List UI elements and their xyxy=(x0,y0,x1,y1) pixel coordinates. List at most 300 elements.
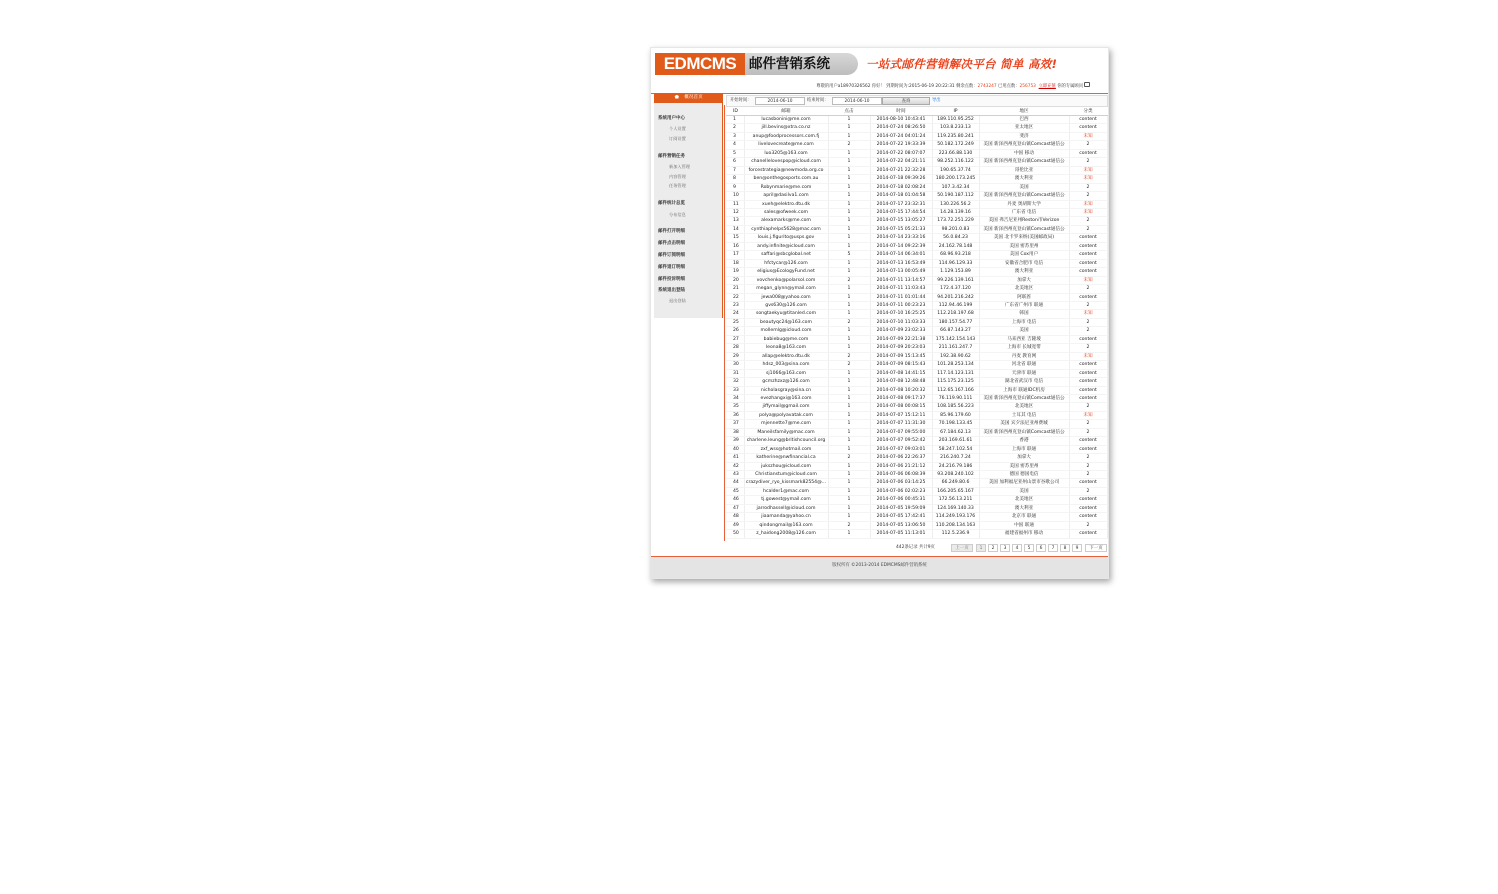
user-info-bar xyxy=(651,81,1108,93)
row-time: 2014-07-08 12:48:48 xyxy=(870,378,932,386)
row-time: 2014-07-09 22:21:38 xyxy=(870,335,932,343)
row-time: 2014-07-10 16:25:25 xyxy=(870,310,932,318)
end-label: 结束时间： xyxy=(807,98,829,103)
page-9-button[interactable]: 9 xyxy=(1072,544,1082,552)
row-category: 未知 xyxy=(1069,208,1107,216)
row-clicks: 1 xyxy=(828,149,870,157)
footer xyxy=(651,557,1108,578)
row-category: content xyxy=(1069,259,1107,267)
sidebar-group-6[interactable]: 邮件退订明细 xyxy=(658,265,685,270)
sidebar-group-2[interactable]: 邮件统计总览 xyxy=(658,201,685,206)
row-category: content xyxy=(1069,116,1107,124)
row-id: 35 xyxy=(726,403,744,411)
row-ip: 24.162.78.148 xyxy=(932,242,979,250)
row-id: 12 xyxy=(726,208,744,216)
points-left: 2743247 xyxy=(977,84,997,89)
table-row xyxy=(726,310,1107,318)
row-ip: 114.96.129.33 xyxy=(932,259,979,267)
row-ip: 124.169.140.33 xyxy=(932,504,979,512)
row-ip: 107.3.42.34 xyxy=(932,183,979,191)
sidebar-home-label: 概况首页 xyxy=(684,95,703,100)
row-id: 25 xyxy=(726,318,744,326)
row-region: 美国 xyxy=(979,487,1069,495)
row-time: 2014-07-15 13:05:27 xyxy=(870,217,932,225)
row-time: 2014-07-18 02:08:24 xyxy=(870,183,932,191)
sidebar-group-3[interactable]: 邮件打开明细 xyxy=(658,229,685,234)
page-3-button[interactable]: 3 xyxy=(1000,544,1010,552)
table-row xyxy=(726,496,1107,504)
table-row xyxy=(726,369,1107,377)
row-email: andy.infinite@icloud.com xyxy=(744,242,828,250)
row-email: qindongmail@163.com xyxy=(744,521,828,529)
table-row xyxy=(726,530,1107,538)
slogan: 一站式邮件营销解决平台 简单 高效! xyxy=(866,57,1058,71)
row-time: 2014-08-10 10:43:41 xyxy=(870,116,932,124)
row-region: 中国 移动 xyxy=(979,149,1069,157)
row-email: gcmzhzxz@126.com xyxy=(744,378,828,386)
row-category: content xyxy=(1069,124,1107,132)
row-email: megan_glynn@ymail.com xyxy=(744,285,828,293)
row-category: 2 xyxy=(1069,141,1107,149)
row-time: 2014-07-17 23:32:31 xyxy=(870,200,932,208)
row-category: 2 xyxy=(1069,344,1107,352)
column-header: 分类 xyxy=(1069,108,1107,116)
page-8-button[interactable]: 8 xyxy=(1060,544,1070,552)
row-email: babiebug@me.com xyxy=(744,335,828,343)
sidebar-item[interactable]: 订阅设置 xyxy=(669,136,686,141)
row-category: 2 xyxy=(1069,301,1107,309)
data-table xyxy=(726,108,1108,539)
row-clicks: 1 xyxy=(828,175,870,183)
row-region: 丹麦 教育网 xyxy=(979,352,1069,360)
row-category: content xyxy=(1069,335,1107,343)
row-email: livelovecreate@me.com xyxy=(744,141,828,149)
row-ip: 189.110.95.252 xyxy=(932,116,979,124)
page-4-button[interactable]: 4 xyxy=(1012,544,1022,552)
row-ip: 112.218.197.68 xyxy=(932,310,979,318)
row-category: 未知 xyxy=(1069,132,1107,140)
row-category: content xyxy=(1069,479,1107,487)
start-label: 开始时间： xyxy=(730,98,752,103)
row-region: 河北省 联通 xyxy=(979,361,1069,369)
row-time: 2014-07-06 22:26:37 xyxy=(870,454,932,462)
row-ip: 24.216.79.186 xyxy=(932,462,979,470)
row-clicks: 1 xyxy=(828,285,870,293)
row-region: 亚太地区 xyxy=(979,124,1069,132)
query-button[interactable]: 查询 xyxy=(882,97,930,105)
table-row xyxy=(726,386,1107,394)
sidebar-item[interactable]: 任务管理 xyxy=(669,183,686,188)
row-ip: 101.28.253.134 xyxy=(932,361,979,369)
row-ip: 192.38.90.62 xyxy=(932,352,979,360)
row-region: 北美地区 xyxy=(979,285,1069,293)
row-clicks: 1 xyxy=(828,428,870,436)
row-category: content xyxy=(1069,378,1107,386)
row-region: 上海市 联通 xyxy=(979,445,1069,453)
row-ip: 66.249.80.6 xyxy=(932,479,979,487)
row-region: 美国 北卡罗来纳(美国邮政局) xyxy=(979,234,1069,242)
row-time: 2014-07-08 14:41:15 xyxy=(870,369,932,377)
page-1-button[interactable]: 1 xyxy=(976,544,986,552)
row-time: 2014-07-06 00:45:31 xyxy=(870,496,932,504)
row-clicks: 1 xyxy=(828,301,870,309)
table-row xyxy=(726,268,1107,276)
row-region: 澳大利亚 xyxy=(979,175,1069,183)
row-email: evezhangxi@163.com xyxy=(744,394,828,402)
table-row xyxy=(726,276,1107,284)
row-time: 2014-07-24 04:01:24 xyxy=(870,132,932,140)
service-label: 你的专属顾问 xyxy=(1055,84,1083,89)
row-clicks: 1 xyxy=(828,462,870,470)
row-email: z_haidong2008@126.com xyxy=(744,530,828,538)
row-category: content xyxy=(1069,504,1107,512)
row-category: 2 xyxy=(1069,217,1107,225)
sidebar-group-4[interactable]: 邮件点击明细 xyxy=(658,241,685,246)
row-category: 2 xyxy=(1069,285,1107,293)
row-ip: 223.66.88.130 xyxy=(932,149,979,157)
row-time: 2014-07-06 02:02:23 xyxy=(870,487,932,495)
row-email: nicholasgray@sina.cn xyxy=(744,386,828,394)
row-category: 2 xyxy=(1069,454,1107,462)
row-ip: 50.182.172.249 xyxy=(932,141,979,149)
table-row xyxy=(726,166,1107,174)
next-page-button[interactable]: 下一页 xyxy=(1085,544,1107,552)
row-id: 27 xyxy=(726,335,744,343)
row-region: 美国 新泽西州克登山镇Comcast通信公 xyxy=(979,158,1069,166)
row-id: 7 xyxy=(726,166,744,174)
row-time: 2014-07-07 09:55:00 xyxy=(870,428,932,436)
row-id: 14 xyxy=(726,225,744,233)
row-email: anup@foodprocessors.com.fj xyxy=(744,132,828,140)
row-region: 美国 新泽西州克登山镇Comcast通信公 xyxy=(979,394,1069,402)
row-time: 2014-07-08 09:17:37 xyxy=(870,394,932,402)
logo-mark: EDMCMS xyxy=(655,53,745,75)
row-email: songtaekyu@titanled.com xyxy=(744,310,828,318)
page-5-button[interactable]: 5 xyxy=(1024,544,1034,552)
row-id: 37 xyxy=(726,420,744,428)
column-header: ID xyxy=(726,108,744,116)
sidebar-group-0[interactable]: 系统用户中心 xyxy=(658,116,685,121)
column-header: IP xyxy=(932,108,979,116)
row-region: 天津市 联通 xyxy=(979,369,1069,377)
row-ip: 173.72.251.229 xyxy=(932,217,979,225)
row-ip: 98.201.0.83 xyxy=(932,225,979,233)
table-row xyxy=(726,479,1107,487)
table-row xyxy=(726,183,1107,191)
row-region: 安徽省合肥市 电信 xyxy=(979,259,1069,267)
row-region: 上海市 长城宽带 xyxy=(979,344,1069,352)
upgrade-link[interactable]: 立即充值 xyxy=(1038,84,1056,89)
table-row xyxy=(726,403,1107,411)
row-ip: 110.208.134.163 xyxy=(932,521,979,529)
logo xyxy=(655,53,858,75)
row-category: content xyxy=(1069,234,1107,242)
row-category: 未知 xyxy=(1069,411,1107,419)
row-email: jiaamanda@yahoo.cn xyxy=(744,513,828,521)
row-clicks: 1 xyxy=(828,420,870,428)
row-region: 美国 弗吉尼亚州Reston市Verizon xyxy=(979,217,1069,225)
row-ip: 98.252.116.122 xyxy=(932,158,979,166)
row-region: 香港 xyxy=(979,437,1069,445)
row-region: 美国 新泽西州克登山镇Comcast通信公 xyxy=(979,141,1069,149)
row-email: jiffymail@gmail.com xyxy=(744,403,828,411)
row-id: 45 xyxy=(726,487,744,495)
sidebar-item[interactable]: 退出登陆 xyxy=(669,298,686,303)
row-ip: 14.28.139.16 xyxy=(932,208,979,216)
row-time: 2014-07-14 09:22:39 xyxy=(870,242,932,250)
row-clicks: 2 xyxy=(828,521,870,529)
pagination xyxy=(726,544,1107,552)
row-time: 2014-07-22 19:33:39 xyxy=(870,141,932,149)
row-region: 广东省广州市 联通 xyxy=(979,301,1069,309)
row-id: 11 xyxy=(726,200,744,208)
row-email: Maneilsfamily@mac.com xyxy=(744,428,828,436)
row-email: ben@onthegosports.com.au xyxy=(744,175,828,183)
row-category: 2 xyxy=(1069,462,1107,470)
row-id: 21 xyxy=(726,285,744,293)
sidebar-home[interactable] xyxy=(654,93,723,103)
row-category: content xyxy=(1069,496,1107,504)
sidebar-item[interactable]: 新加入管理 xyxy=(669,164,690,169)
table-row xyxy=(726,116,1107,124)
sidebar-item[interactable]: 分布信息 xyxy=(669,212,686,217)
row-clicks: 1 xyxy=(828,183,870,191)
row-time: 2014-07-06 03:14:25 xyxy=(870,479,932,487)
row-region: 加拿大 xyxy=(979,454,1069,462)
row-id: 38 xyxy=(726,428,744,436)
app-window xyxy=(650,47,1109,579)
filter-bar xyxy=(726,95,1108,107)
table-row xyxy=(726,428,1107,436)
row-clicks: 1 xyxy=(828,225,870,233)
row-email: mollemlg@icloud.com xyxy=(744,327,828,335)
row-category: content xyxy=(1069,386,1107,394)
row-email: leona8@163.com xyxy=(744,344,828,352)
row-clicks: 2 xyxy=(828,276,870,284)
row-id: 1 xyxy=(726,116,744,124)
table-row xyxy=(726,158,1107,166)
chat-icon[interactable] xyxy=(1084,82,1090,87)
row-time: 2014-07-09 08:15:43 xyxy=(870,361,932,369)
prev-page-button[interactable]: 上一页 xyxy=(951,544,973,552)
row-category: content xyxy=(1069,251,1107,259)
row-email: eligius@EcologyFund.net xyxy=(744,268,828,276)
row-id: 31 xyxy=(726,369,744,377)
sidebar-group-7[interactable]: 邮件投诉明细 xyxy=(658,277,685,282)
sidebar-group-8[interactable]: 系统退出登陆 xyxy=(658,288,685,293)
row-email: forcestrategia@newmoda.org.co xyxy=(744,166,828,174)
page-2-button[interactable]: 2 xyxy=(988,544,998,552)
row-id: 33 xyxy=(726,386,744,394)
row-region: 北美地区 xyxy=(979,403,1069,411)
row-time: 2014-07-14 23:33:16 xyxy=(870,234,932,242)
row-id: 40 xyxy=(726,445,744,453)
row-region: 德国 德国电信 xyxy=(979,471,1069,479)
row-clicks: 1 xyxy=(828,479,870,487)
points-used: 256753 xyxy=(1019,84,1036,89)
sidebar-item[interactable]: 内容管理 xyxy=(669,174,686,179)
row-time: 2014-07-24 08:26:50 xyxy=(870,124,932,132)
row-time: 2014-07-18 09:39:26 xyxy=(870,175,932,183)
row-time: 2014-07-09 15:13:45 xyxy=(870,352,932,360)
row-email: chanellelovespop@icloud.com xyxy=(744,158,828,166)
table-row xyxy=(726,513,1107,521)
header xyxy=(651,48,1108,81)
row-region: 北京市 联通 xyxy=(979,513,1069,521)
row-ip: 94.201.216.242 xyxy=(932,293,979,301)
row-ip: 112.94.46.199 xyxy=(932,301,979,309)
row-clicks: 1 xyxy=(828,437,870,445)
row-ip: 172.4.37.120 xyxy=(932,285,979,293)
table-row xyxy=(726,327,1107,335)
row-category: content xyxy=(1069,437,1107,445)
row-id: 13 xyxy=(726,217,744,225)
table-row xyxy=(726,208,1107,216)
row-time: 2014-07-11 11:03:43 xyxy=(870,285,932,293)
row-category: 2 xyxy=(1069,183,1107,191)
row-time: 2014-07-07 09:03:01 xyxy=(870,445,932,453)
row-category: content xyxy=(1069,530,1107,538)
row-ip: 180.157.54.77 xyxy=(932,318,979,326)
row-email: lucasbonini@me.com xyxy=(744,116,828,124)
row-clicks: 1 xyxy=(828,530,870,538)
row-region: 丹麦 奥胡斯大学 xyxy=(979,200,1069,208)
row-region: 加拿大 xyxy=(979,276,1069,284)
table-row xyxy=(726,344,1107,352)
table-row xyxy=(726,471,1107,479)
row-region: 斐济 xyxy=(979,132,1069,140)
row-time: 2014-07-13 16:53:49 xyxy=(870,259,932,267)
row-time: 2014-07-11 00:23:23 xyxy=(870,301,932,309)
column-header: 时间 xyxy=(870,108,932,116)
row-time: 2014-07-21 22:32:28 xyxy=(870,166,932,174)
row-time: 2014-07-05 19:59:09 xyxy=(870,504,932,512)
row-category: 未知 xyxy=(1069,175,1107,183)
row-ip: 190.65.37.74 xyxy=(932,166,979,174)
row-category: 2 xyxy=(1069,471,1107,479)
row-clicks: 1 xyxy=(828,268,870,276)
row-region: 美国 xyxy=(979,327,1069,335)
table-row xyxy=(726,301,1107,309)
sidebar-item[interactable]: 个人设置 xyxy=(669,126,686,131)
row-ip: 115.175.23.125 xyxy=(932,378,979,386)
row-id: 3 xyxy=(726,132,744,140)
row-email: allap@elektro.dtu.dk xyxy=(744,352,828,360)
table-row xyxy=(726,217,1107,225)
row-clicks: 1 xyxy=(828,116,870,124)
row-id: 43 xyxy=(726,471,744,479)
row-email: crazydiver_ryo_kissmark82554@... xyxy=(745,480,827,486)
row-ip: 175.142.154.143 xyxy=(932,335,979,343)
page-7-button[interactable]: 7 xyxy=(1048,544,1058,552)
row-ip: 211.161.247.7 xyxy=(932,344,979,352)
row-email: louis.j.figurito@usps.gov xyxy=(744,234,828,242)
row-ip: 180.200.173.245 xyxy=(932,175,979,183)
table-row xyxy=(726,259,1107,267)
row-category: 2 xyxy=(1069,487,1107,495)
row-ip: 108.185.56.223 xyxy=(932,403,979,411)
row-clicks: 1 xyxy=(828,504,870,512)
row-clicks: 2 xyxy=(828,352,870,360)
row-clicks: 1 xyxy=(828,411,870,419)
row-category: content xyxy=(1069,293,1107,301)
row-id: 50 xyxy=(726,530,744,538)
start-date-input[interactable]: 2014-06-10 xyxy=(755,97,805,105)
row-category: 2 xyxy=(1069,403,1107,411)
table-row xyxy=(726,234,1107,242)
export-link[interactable]: 导出 xyxy=(932,98,941,103)
logo-text: 邮件营销系统 xyxy=(749,56,830,72)
row-id: 19 xyxy=(726,268,744,276)
row-category: content xyxy=(1069,242,1107,250)
row-email: beautyqc24@163.com xyxy=(744,318,828,326)
row-category: 2 xyxy=(1069,318,1107,326)
row-id: 30 xyxy=(726,361,744,369)
row-clicks: 1 xyxy=(828,234,870,242)
table-row xyxy=(726,318,1107,326)
row-region: 广东省 电信 xyxy=(979,208,1069,216)
row-clicks: 1 xyxy=(828,386,870,394)
row-email: zxf_wss@hotmail.com xyxy=(744,445,828,453)
row-email: sales@ofweek.com xyxy=(744,208,828,216)
table-row xyxy=(726,521,1107,529)
row-region: 韩国 xyxy=(979,310,1069,318)
end-date-input[interactable]: 2014-06-10 xyxy=(832,97,882,105)
row-time: 2014-07-05 17:42:41 xyxy=(870,513,932,521)
row-region: 土耳其 电信 xyxy=(979,411,1069,419)
row-clicks: 1 xyxy=(828,242,870,250)
row-region: 美国 xyxy=(979,183,1069,191)
row-time: 2014-07-06 06:08:39 xyxy=(870,471,932,479)
row-email: sj1066@163.com xyxy=(744,369,828,377)
row-time: 2014-07-10 11:03:33 xyxy=(870,318,932,326)
row-category: 2 xyxy=(1069,327,1107,335)
row-email: jill.bevins@xtra.co.nz xyxy=(744,124,828,132)
row-ip: 103.8.233.13 xyxy=(932,124,979,132)
row-time: 2014-07-09 23:02:33 xyxy=(870,327,932,335)
row-time: 2014-07-07 09:52:42 xyxy=(870,437,932,445)
row-clicks: 1 xyxy=(828,192,870,200)
row-id: 49 xyxy=(726,521,744,529)
sidebar-group-5[interactable]: 邮件订阅明细 xyxy=(658,253,685,258)
row-ip: 70.198.133.45 xyxy=(932,420,979,428)
row-clicks: 1 xyxy=(828,259,870,267)
row-id: 41 xyxy=(726,454,744,462)
row-ip: 1.129.153.89 xyxy=(932,268,979,276)
row-time: 2014-07-22 04:21:11 xyxy=(870,158,932,166)
row-id: 24 xyxy=(726,310,744,318)
row-clicks: 1 xyxy=(828,471,870,479)
row-region: 福建省福州市 移动 xyxy=(979,530,1069,538)
row-id: 26 xyxy=(726,327,744,335)
table-row xyxy=(726,124,1107,132)
sidebar-group-1[interactable]: 邮件营销任务 xyxy=(658,154,685,159)
row-email: cynthiaphelps5628@mac.com xyxy=(744,225,828,233)
row-category: content xyxy=(1069,361,1107,369)
page-6-button[interactable]: 6 xyxy=(1036,544,1046,552)
sidebar-border xyxy=(722,93,723,318)
row-region: 阿联酋 xyxy=(979,293,1069,301)
row-clicks: 1 xyxy=(828,487,870,495)
row-clicks: 2 xyxy=(828,454,870,462)
row-id: 23 xyxy=(726,301,744,309)
row-region: 美国 宾夕法尼亚州费城 xyxy=(979,420,1069,428)
table-row xyxy=(726,437,1107,445)
row-ip: 66.87.143.27 xyxy=(932,327,979,335)
table-row xyxy=(726,192,1107,200)
row-id: 9 xyxy=(726,183,744,191)
row-ip: 114.249.193.176 xyxy=(932,513,979,521)
